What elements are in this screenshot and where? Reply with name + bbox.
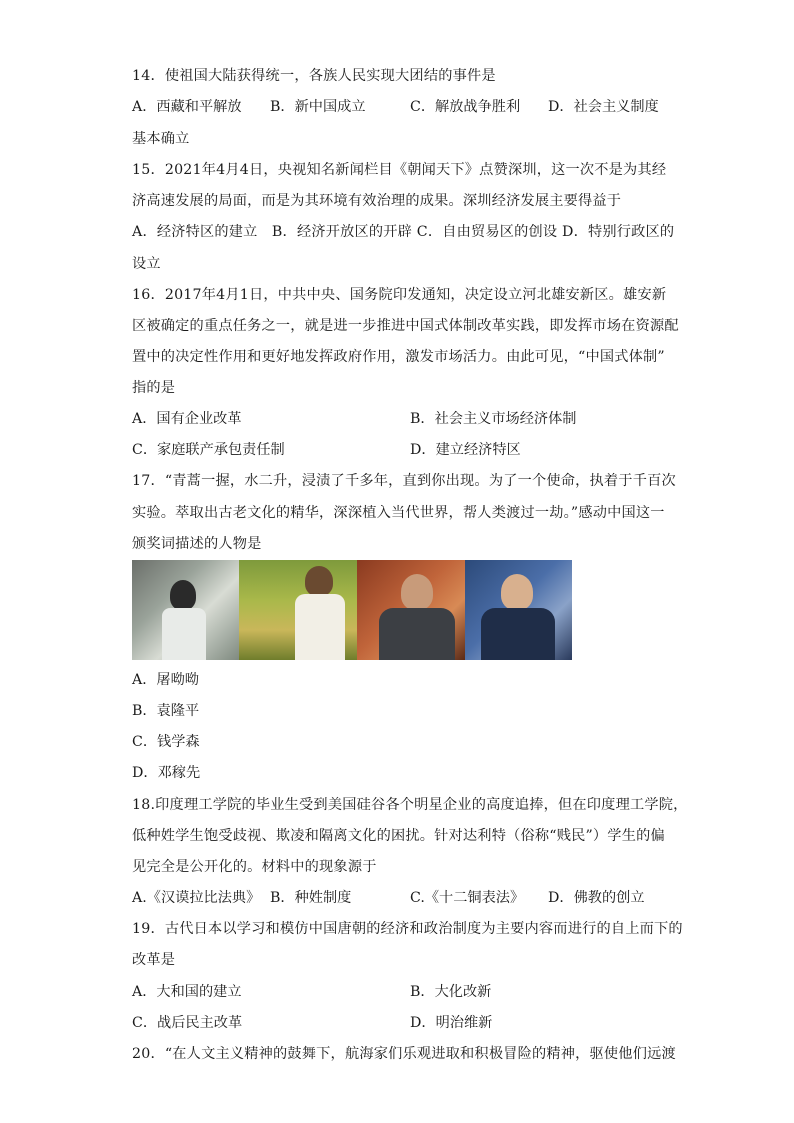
q18-stem-line-1: 18.印度理工学院的毕业生受到美国硅谷各个明星企业的高度追捧，但在印度理工学院， <box>132 797 688 813</box>
photo-elder-scientist <box>357 560 465 660</box>
q16-stem-line-4: 指的是 <box>132 380 176 396</box>
q16-option-d: D．建立经济特区 <box>410 442 521 458</box>
q16-option-b: B．社会主义市场经济体制 <box>410 411 577 427</box>
q15-stem-line-2: 济高速发展的局面，而是为其环境有效治理的成果。深圳经济发展主要得益于 <box>132 193 622 209</box>
q15-stem-line-1: 15．2021年4月4日，央视知名新闻栏目《朝闻天下》点赞深圳，这一次不是为其经 <box>132 162 667 178</box>
q15-options-line: A．经济特区的建立 B．经济开放区的开辟 C．自由贸易区的创设 D．特别行政区的 <box>132 224 675 240</box>
q18-stem-line-2: 低种姓学生饱受歧视、欺凌和隔离文化的困扰。针对达利特（俗称“贱民”）学生的偏 <box>132 828 665 844</box>
q14-stem: 14．使祖国大陆获得统一，各族人民实现大团结的事件是 <box>132 68 496 84</box>
q19-option-c: C．战后民主改革 <box>132 1015 243 1031</box>
q17-stem-line-1: 17．“青蒿一握，水二升，浸渍了千多年，直到你出现。为了一个使命，执着于千百次 <box>132 473 676 489</box>
q14-option-d: D．社会主义制度 <box>548 99 659 115</box>
q19-stem-line-1: 19．古代日本以学习和模仿中国唐朝的经济和政治制度为主要内容而进行的自上而下的 <box>132 921 683 937</box>
q16-option-c: C．家庭联产承包责任制 <box>132 442 285 458</box>
q14-option-c: C．解放战争胜利 <box>410 99 521 115</box>
q15-options-continued: 设立 <box>132 256 161 272</box>
q16-stem-line-2: 区被确定的重点任务之一，就是进一步推进中国式体制改革实践，即发挥市场在资源配 <box>132 318 679 334</box>
q16-option-a: A．国有企业改革 <box>132 411 242 427</box>
q19-option-b: B．大化改新 <box>410 984 492 1000</box>
photo-physicist <box>465 560 572 660</box>
q18-option-b: B．种姓制度 <box>270 890 352 906</box>
q16-stem-line-1: 16．2017年4月1日，中共中央、国务院印发通知，决定设立河北雄安新区。雄安新 <box>132 287 667 303</box>
q17-stem-line-2: 实验。萃取出古老文化的精华，深深植入当代世界，帮人类渡过一劫。”感动中国这一 <box>132 505 665 521</box>
q14-option-d-continued: 基本确立 <box>132 131 190 147</box>
photo-rice-field <box>239 560 357 660</box>
q17-option-d: D．邓稼先 <box>132 765 201 781</box>
q17-option-c: C．钱学森 <box>132 734 200 750</box>
q19-option-a: A．大和国的建立 <box>132 984 242 1000</box>
photo-scientist-lab <box>132 560 239 660</box>
q20-stem-line-1: 20．“在人文主义精神的鼓舞下，航海家们乐观进取和积极冒险的精神，驱使他们远渡 <box>132 1046 676 1062</box>
q18-option-c: C.《十二铜表法》 <box>410 890 525 906</box>
q17-option-a: A．屠呦呦 <box>132 672 199 688</box>
q18-option-d: D．佛教的创立 <box>548 890 645 906</box>
q17-photo-strip <box>132 560 572 660</box>
q14-option-a: A．西藏和平解放 <box>132 99 242 115</box>
q17-stem-line-3: 颁奖词描述的人物是 <box>132 536 262 552</box>
q18-stem-line-3: 见完全是公开化的。材料中的现象源于 <box>132 859 377 875</box>
q17-option-b: B．袁隆平 <box>132 703 200 719</box>
q19-option-d: D．明治维新 <box>410 1015 493 1031</box>
q16-stem-line-3: 置中的决定性作用和更好地发挥政府作用，激发市场活力。由此可见，“中国式体制” <box>132 349 665 365</box>
q14-option-b: B．新中国成立 <box>270 99 366 115</box>
q18-option-a: A.《汉谟拉比法典》 <box>132 890 261 906</box>
q19-stem-line-2: 改革是 <box>132 952 176 968</box>
